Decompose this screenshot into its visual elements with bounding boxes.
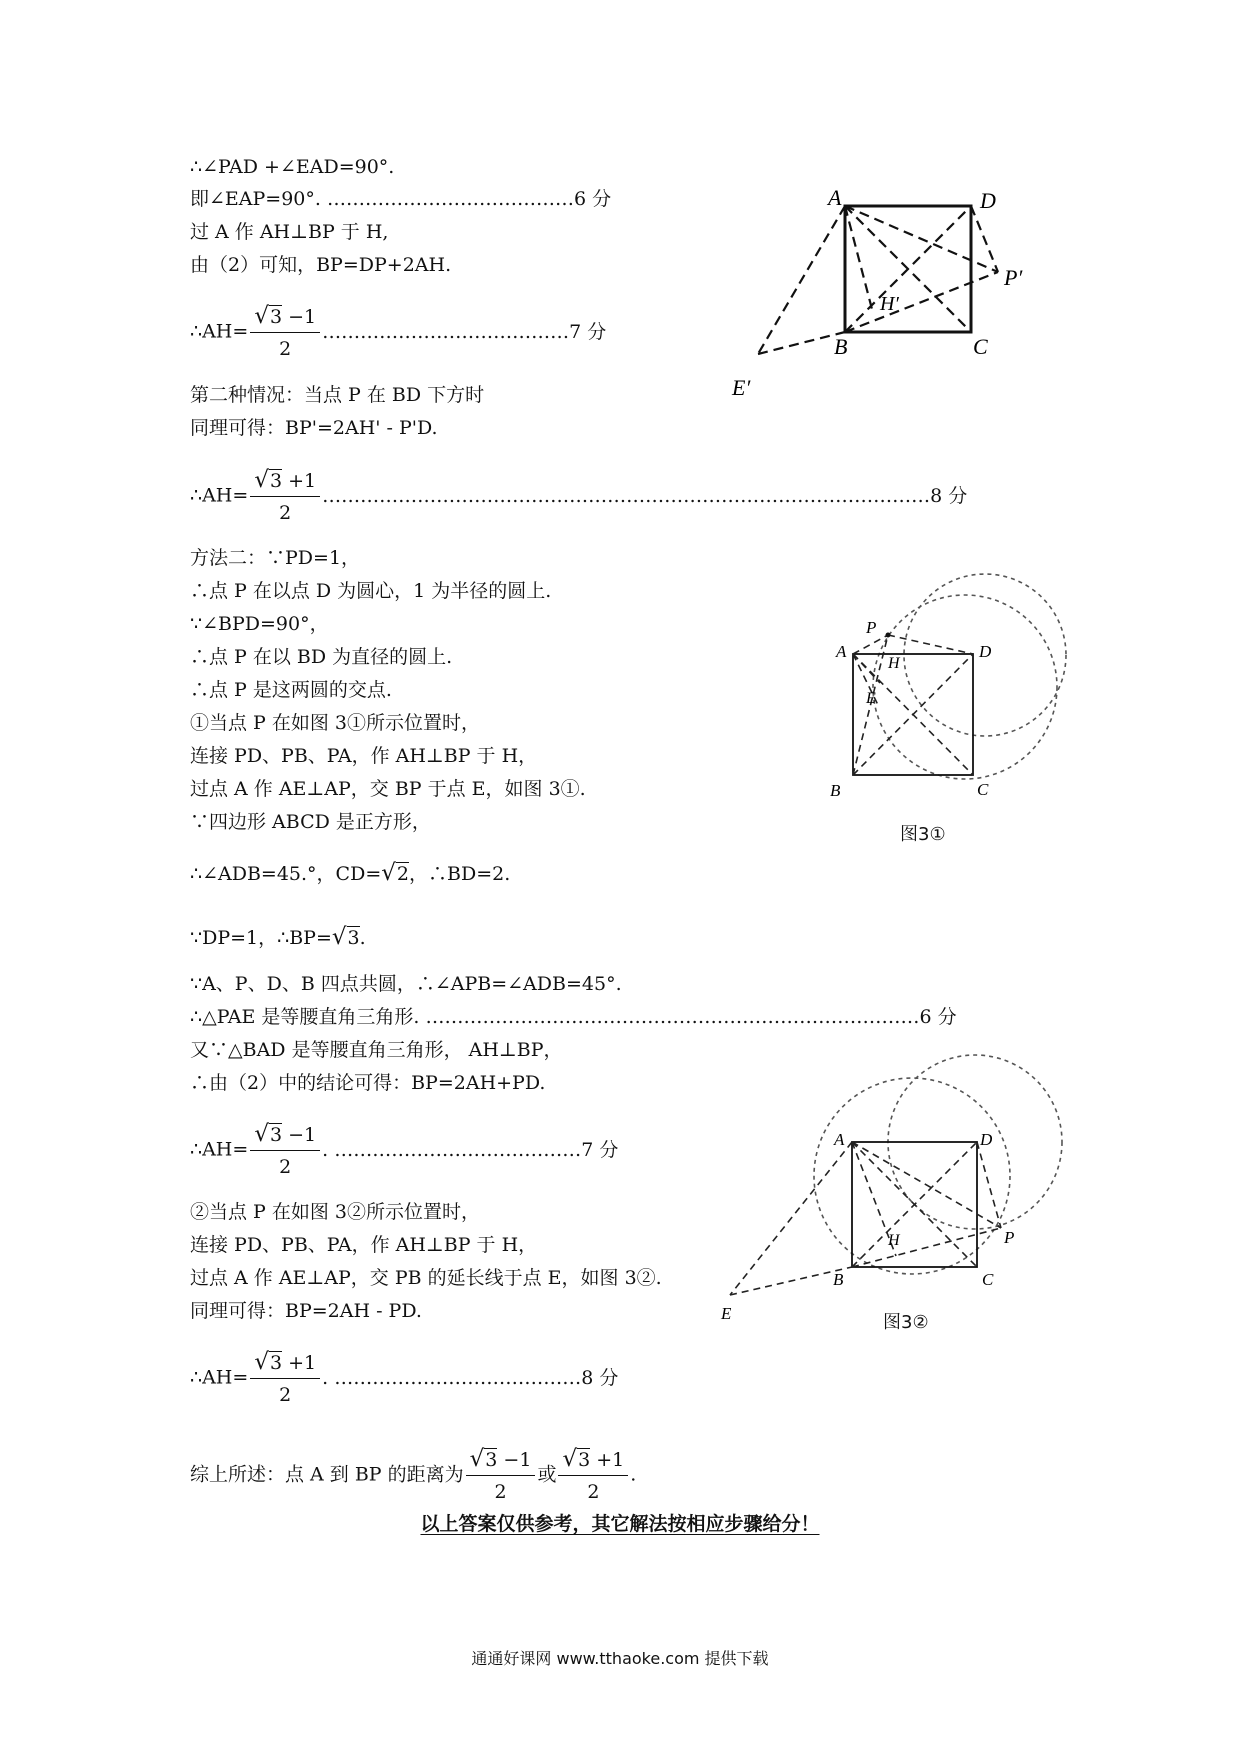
label-a: A <box>834 1130 845 1149</box>
label-b: B <box>833 1270 844 1289</box>
line-draw-ah: 过 A 作 AH⊥BP 于 H, <box>190 221 389 243</box>
label-b: B <box>834 334 848 359</box>
label-b: B <box>830 781 841 800</box>
label-h: H <box>888 1232 900 1249</box>
line-ah-result-4: ∴AH= $\frac{√3 +1}{2}$ . …………………………………8 分 <box>190 1349 619 1406</box>
label-c: C <box>977 780 989 799</box>
line-ah-result-3: ∴AH= $\frac{√3 -1}{2}$ . …………………………………7 分 <box>190 1121 619 1178</box>
figure-3-1-caption: 图3① <box>900 824 946 845</box>
fraction: $\frac{√3 +1}{2}$ <box>250 467 320 526</box>
line-adb: ∴∠ADB=45.°，CD=√2，∴BD=2. <box>190 860 511 886</box>
line-method-two: 方法二：∵PD=1， <box>190 547 361 569</box>
line-circle-bd: ∴点 P 在以 BD 为直径的圆上. <box>190 646 453 668</box>
label-c: C <box>973 334 988 359</box>
figure-3-2-caption: 图3② <box>883 1312 929 1333</box>
line-case-two: 第二种情况：当点 P 在 BD 下方时 <box>190 384 485 406</box>
label-d: D <box>980 1130 993 1149</box>
label-c: C <box>982 1270 994 1289</box>
line-similarly-2: 同理可得：BP=2AH - PD. <box>190 1300 422 1322</box>
fraction: $\frac{√3 -1}{2}$ <box>250 303 320 362</box>
line-circle-d: ∴点 P 在以点 D 为圆心，1 为半径的圆上. <box>190 580 552 602</box>
label-e-prime: E′ <box>732 375 751 400</box>
line-connect-2: 连接 PD、PB、PA，作 AH⊥BP 于 H， <box>190 1234 538 1256</box>
label-h: H <box>888 655 900 672</box>
line-similarly: 同理可得：BP'=2AH' - P'D. <box>190 417 438 439</box>
label-h-prime: H′ <box>880 293 899 315</box>
line-pad-ead: ∴∠PAD +∠EAD=90°. <box>190 156 395 178</box>
line-ah-result-1: ∴AH= $\frac{√3 -1}{2}$ …………………………………7 分 <box>190 303 607 360</box>
figure-3-1 <box>800 555 1090 820</box>
line-bp-root3: ∵DP=1，∴BP=√3. <box>190 924 366 950</box>
figure-rotation <box>700 180 1040 415</box>
line-bpd: ∵∠BPD=90°， <box>190 613 329 635</box>
fraction: $\frac{√3 +1}{2}$ <box>250 1349 320 1408</box>
label-p: P <box>866 618 877 637</box>
line-isosceles-bad: 又∵△BAD 是等腰直角三角形， AH⊥BP， <box>190 1039 563 1061</box>
line-case-fig3-1: ①当点 P 在如图 3①所示位置时， <box>190 712 480 734</box>
line-draw-ae-2: 过点 A 作 AE⊥AP，交 PB 的延长线于点 E，如图 3②. <box>190 1267 662 1289</box>
final-note: 以上答案仅供参考，其它解法按相应步骤给分！ <box>420 1513 820 1535</box>
label-a: A <box>836 642 847 661</box>
line-square: ∵四边形 ABCD 是正方形， <box>190 811 431 833</box>
fraction: $\frac{√3 +1}{2}$ <box>558 1446 628 1505</box>
label-e: E <box>866 690 876 707</box>
line-connect: 连接 PD、PB、PA，作 AH⊥BP 于 H， <box>190 745 538 767</box>
label-d: D <box>980 188 996 213</box>
line-concyclic: ∵A、P、D、B 四点共圆，∴∠APB=∠ADB=45°. <box>190 973 622 995</box>
label-d: D <box>979 642 992 661</box>
line-bp-eq: 由（2）可知，BP=DP+2AH. <box>190 254 452 276</box>
fraction: $\frac{√3 -1}{2}$ <box>250 1121 320 1180</box>
line-ah-result-2: ∴AH= $\frac{√3 +1}{2}$ ……………………………………………………………………………………8 分 <box>190 467 968 524</box>
label-p-prime: P′ <box>1004 265 1023 290</box>
line-draw-ae: 过点 A 作 AE⊥AP，交 BP 于点 E，如图 3①. <box>190 778 586 800</box>
label-e: E <box>721 1304 732 1323</box>
line-summary: 综上所述：点 A 到 BP 的距离为 $\frac{√3 -1}{2}$ 或 $\frac{√3 +1}{2}$ . <box>190 1446 637 1503</box>
page-footer: 通通好课网 www.tthaoke.com 提供下载 <box>471 1649 769 1668</box>
label-a: A <box>828 185 842 210</box>
label-p: P <box>1004 1228 1015 1247</box>
line-eap: 即∠EAP=90°. …………………………………6 分 <box>190 188 612 210</box>
fraction: $\frac{√3 -1}{2}$ <box>466 1446 536 1505</box>
line-case-fig3-2: ②当点 P 在如图 3②所示位置时， <box>190 1201 480 1223</box>
line-intersection: ∴点 P 是这两圆的交点. <box>190 679 392 701</box>
line-isosceles-pae: ∴△PAE 是等腰直角三角形. ……………………………………………………………………6 分 <box>190 1006 957 1028</box>
line-conclusion: ∴由（2）中的结论可得：BP=2AH+PD. <box>190 1072 546 1094</box>
